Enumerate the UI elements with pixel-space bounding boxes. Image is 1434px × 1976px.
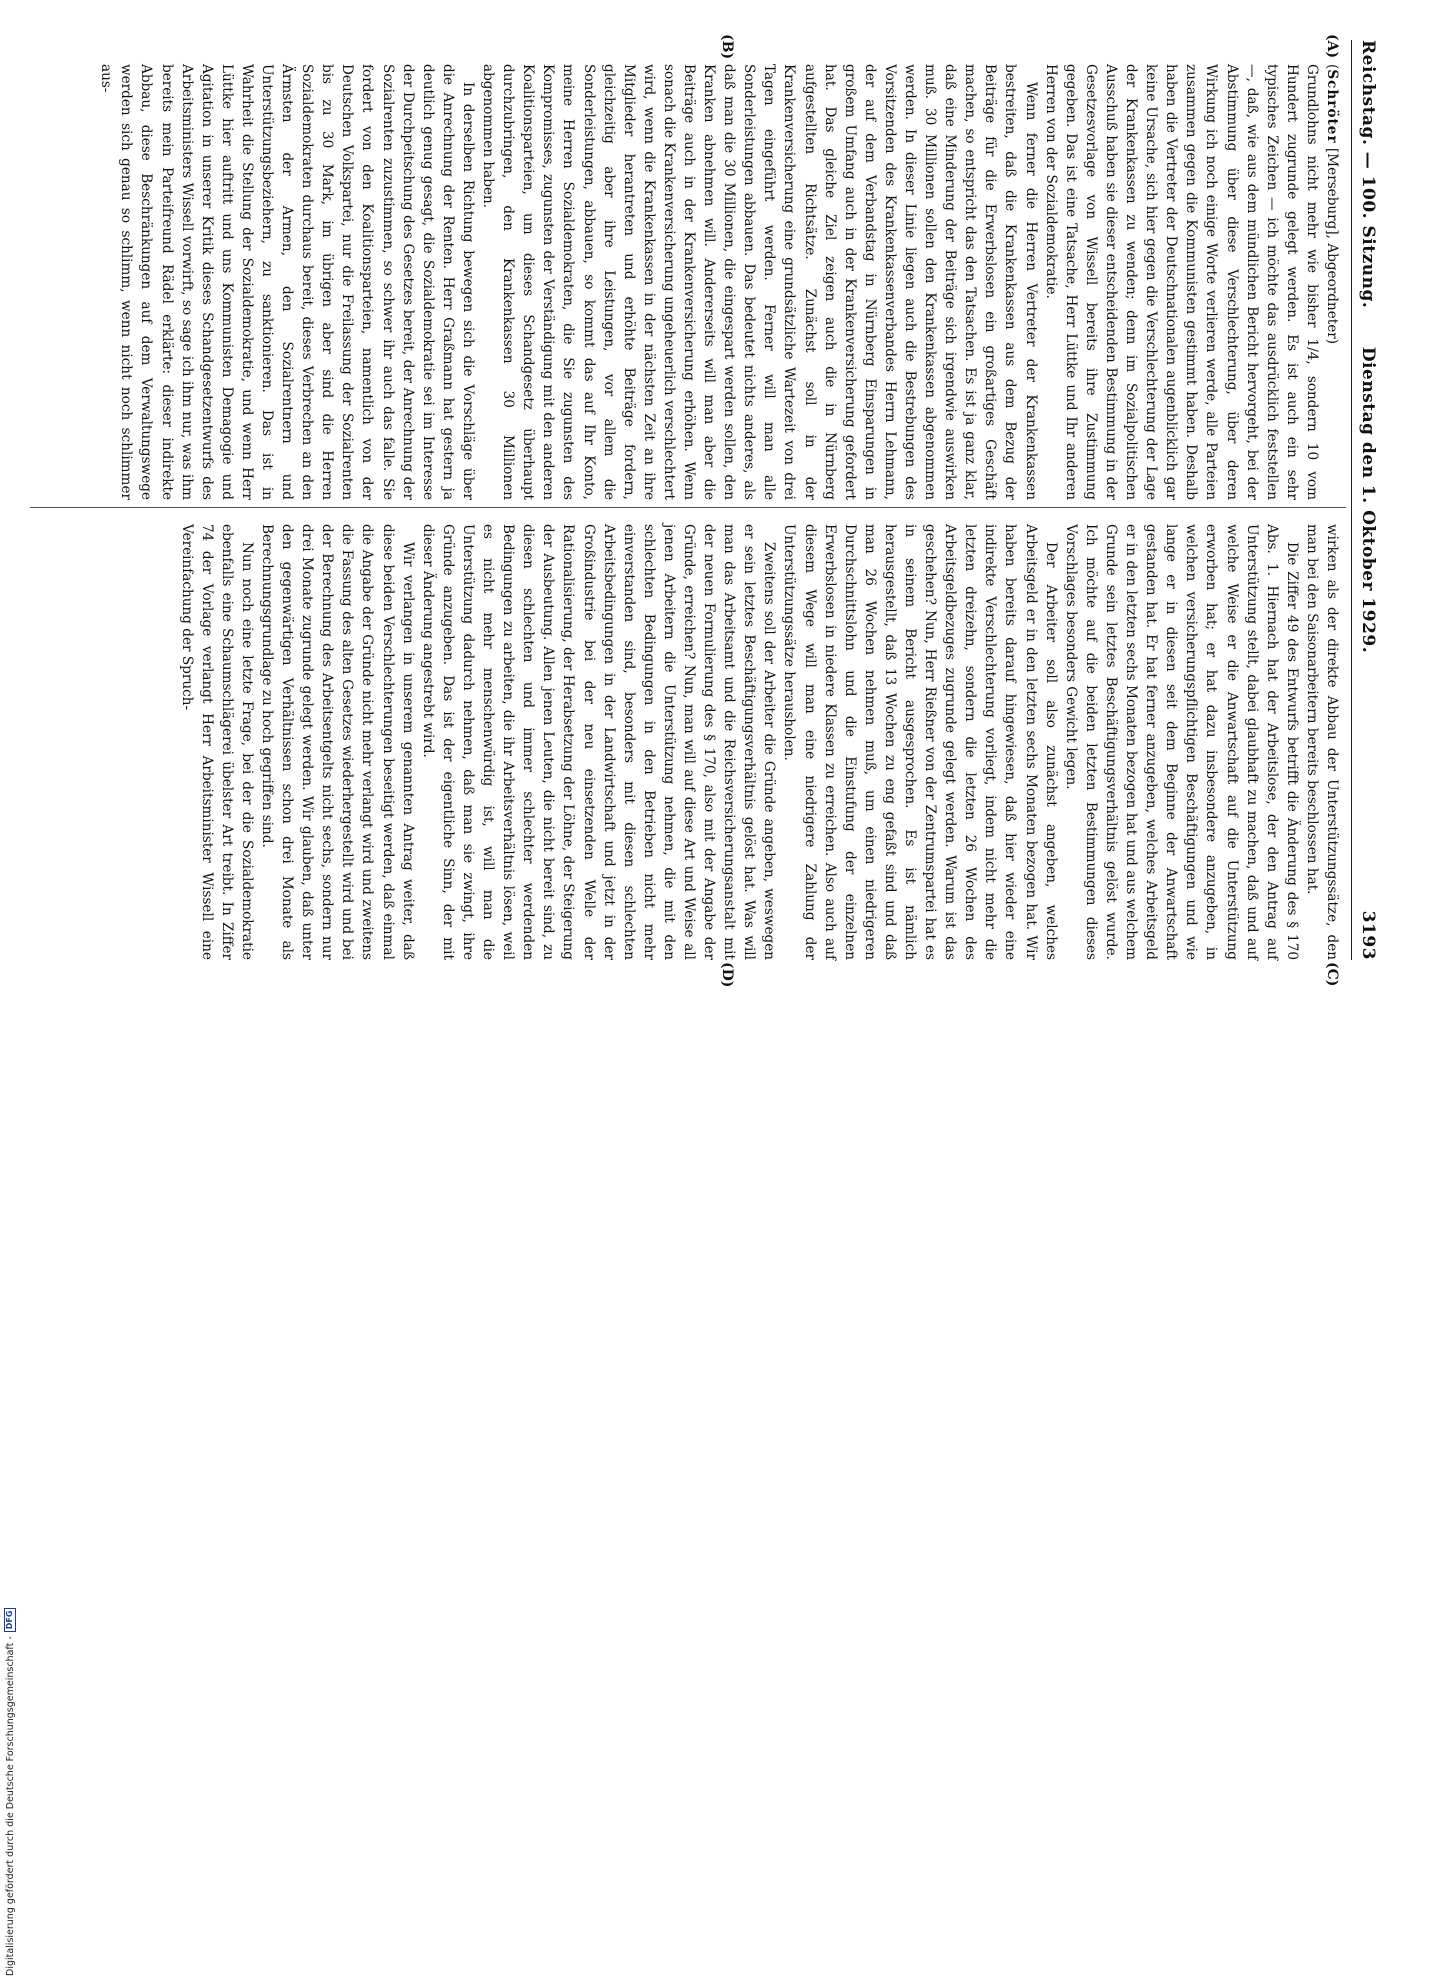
header-date: Dienstag den 1. Oktober 1929. (1358, 346, 1378, 654)
paragraph: Die Ziffer 49 des Entwurfs betrifft die Änderung des § 170 Abs. 1. Hiernach hat der Arbeitslose, der den Antrag auf Unterstützung stellt, dabei glaubhaft zu machen, daß und auf welche Weise er die Anwartschaft auf die Unterstützung erworben hat; er hat dazu insbesondere anzugeben, in welchen versicherungspflichtigen Beschäftigungen und wie lange er in diesen seit dem Beginne der Anwartschaft gestanden hat. Er hat ferner anzugeben, welches Arbeitsgeld er in den letzten sechs Monaten bezogen hat und aus welchem Grunde sein letztes Beschäftigungsverhältnis gelöst wurde. Ich möchte auf die beiden letzten Bestimmungen dieses Vorschlages besonders Gewicht legen. (1062, 524, 1300, 960)
paragraph: Nun noch eine letzte Frage, bei der die Sozialdemokratie ebenfalls eine Schaumschlägerei übelster Art treibt. In Ziffer 74 der Vorlage verlangt Herr Arbeitsminister Wissell eine Vereinfachung der Spruch- (178, 524, 255, 960)
paragraph: In derselben Richtung bewegen sich die Vorschläge über die Anrechnung der Renten. Herr Graßmann hat gestern ja deutlich genug gesagt, die Sozialdemokratie sei im Interesse der Durchpeitschung des Gesetzes bereit, der Anrechnung der Sozialrenten zuzustimmen, so schwer ihr auch das falle. Sie fordert von den Koalitionsparteien, namentlich von der Deutschen Volkspartei, nur die Freilassung der Sozialrenten bis zu 30 Mark, im übrigen aber sind die Herren Sozialdemokraten durchaus bereit, dieses Verbrechen an den Ärmsten der Armen, den Sozialrentnern und Unterstützungsbeziehern, zu sanktionieren. Das ist in Wahrheit die Stellung der Sozialdemokratie, und wenn Herr Lüttke hier auftritt und uns Kommunisten Demagogie und Agitation in unserer Kritik dieses Schandgesetzentwurfs des Arbeitsministers Wissell vorwirft, so sage ich ihm nur, was ihm bereits mein Parteifreund Rädel erklärte: dieser indirekte Abbau, diese Beschränkungen auf dem Verwaltungswege werden sich genau so schlimm, wenn nicht noch schlimmer aus- (98, 64, 476, 500)
digitization-credit-text (4, 986, 16, 1976)
speaker-line: (Schröter [Merseburg], Abgeordneter) (1324, 64, 1340, 345)
left-column (96, 64, 1342, 500)
rotated-page-container (10, 0, 1390, 1000)
digitization-credit (4, 8, 18, 1976)
page-number: 3193 (1358, 910, 1378, 960)
paragraph: Grundlohns nicht mehr wie bisher 1/4, sondern 10 vom Hundert zugrunde gelegt werden. Es ist auch ein sehr typisches Zeichen — ich möchte das ausdrücklich feststellen —, daß, wie aus dem mündlichen Bericht hervorgeht, bei der Abstimmung über diese Verschlechterung, über deren Wirkung ich noch einige Worte verlieren werde, alle Parteien zusammen gegen die Kommunisten gestimmt haben. Deshalb haben die Vertreter der Deutschnationalen augenblicklich gar keine Ursache, sich hier gegen die Verschlechterung der Lage der Krankenkassen zu wenden; denn im Sozialpolitischen Ausschuß haben sie dieser entscheidenden Bestimmung in der Gesetzesvorlage von Wissell bereits ihre Zustimmung gegeben. Das ist eine Tatsache, Herr Lüttke und Ihr anderen Herren von der Sozialdemokratie. (1042, 64, 1320, 500)
paragraph: Der Arbeiter soll also zunächst angeben, welches Arbeitsgeld er in den letzten sechs Monaten bezogen hat. Wir haben bereits darauf hingewiesen, daß hier wieder eine indirekte Verschlechterung vorliegt, indem nicht mehr die letzten dreizehn, sondern die letzten 26 Wochen des Arbeitsgeldbezuges zugrunde gelegt werden. Warum ist das geschehen? Nun, Herr Rießner von der Zentrumspartei hat es in seinem Bericht ausgesprochen. Es ist nämlich herausgestellt, daß 13 Wochen zu eng gefaßt sind und daß man 26 Wochen nehmen muß, um einen niedrigeren Durchschnittslohn und die Einstufung der einzelnen Erwerbslosen in niedere Klassen zu erreichen. Also auch auf diesem Wege will man eine niedrigere Zahlung der Unterstützungssätze herausholen. (781, 524, 1059, 960)
speaker-suffix: [Merseburg], Abgeordneter) (1324, 147, 1340, 345)
header-left: Reichstag. — 100. Sitzung. (1358, 40, 1378, 309)
paragraph: Wenn ferner die Herren Vertreter der Krankenkassen bestreiten, daß die Krankenkassen aus dem Bezug der Beiträge für die Erwerbslosen ein großartiges Geschäft machen, so entspricht das den Tatsachen. Es ist ja ganz klar, daß eine Minderung der Beiträge sich irgendwie auswirken muß. 30 Millionen sollen den Krankenkassen abgenommen werden. In dieser Linie liegen auch die Bestrebungen des Vorsitzenden des Krankenkassenverbandes Herrn Lehmann, der auf dem Verbandstag in Nürnberg Einsparungen in großem Umfang auch in der Krankenversicherung gefordert hat. Das gleiche Ziel zeigen auch die in Nürnberg aufgestellten Richtsätze. Zunächst soll in der Krankenversicherung eine grundsätzliche Wartezeit von drei Tagen eingeführt werden. Ferner will man alle Sonderleistungen abbauen. Das bedeutet nichts anderes, als daß man die 30 Millionen, die eingespart werden sollen, den Kranken abnehmen will. Andererseits will man aber die Beiträge auch in der Krankenversicherung erhöhen. Wenn sonach die Krankenversicherung ungeheuerlich verschlechtert wird, wenn die Krankenkassen in der nächsten Zeit an ihre Mitglieder herantreten und erhöhte Beiträge fordern, gleichzeitig aber ihre Leistungen, vor allem die Sonderleistungen, abbauen, so kommt das auf Ihr Konto, meine Herren Sozialdemokraten, die Sie zugunsten des Kompromisses, zugunsten der Verständigung mit den anderen Koalitionsparteien, um dieses Schandgesetz überhaupt durchzubringen, den Krankenkassen 30 Millionen abgenommen haben. (480, 64, 1039, 500)
dfg-logo: DFG (4, 1608, 16, 1633)
credit-text: Digitalisierung gefördert durch die Deutsche Forschungsgemeinschaft - (4, 1636, 16, 1976)
margin-mark-c: (C) (1324, 962, 1340, 987)
column-divider (30, 507, 1346, 508)
newspaper-page (10, 0, 1390, 1000)
header-rule (1351, 40, 1352, 960)
right-column (177, 524, 1342, 960)
margin-mark-a: (A) (1324, 34, 1340, 59)
paragraph: Wir verlangen in unserem genannten Antrag weiter, daß diese beiden Verschlechterungen beseitigt werden, daß einmal die Angabe der Gründe nicht mehr verlangt wird und zweitens die Fassung des alten Gesetzes wiederhergestellt wird und bei der Berechnung des Arbeitsentgelts nicht sechs, sondern nur drei Monate zugrunde gelegt werden. Wir glauben, daß unter den gegenwärtigen Verhältnissen schon drei Monate als Berechnungsgrundlage zu hoch gegriffen sind. (259, 524, 416, 960)
running-header (1354, 40, 1382, 960)
paragraph: Zweitens soll der Arbeiter die Gründe angeben, weswegen er sein letztes Beschäftigungsverhältnis gelöst hat. Was will man das Arbeitsamt und die Reichsversicherungsanstalt mit der neuen Formulierung des § 170, also mit der Angabe der Gründe, erreichen? Nun, man will auf diese Art und Weise all jenen Arbeitern die Unterstützung nehmen, die mit den schlechten Bedingungen in den Betrieben nicht mehr einverstanden sind, besonders mit diesen schlechten Arbeitsbedingungen in der Landwirtschaft und jetzt in der Großindustrie bei der neu einsetzenden Welle der Rationalisierung, der Herabsetzung der Löhne, der Steigerung der Ausbeutung. Allen jenen Leuten, die nicht bereit sind, zu diesen schlechten und immer schlechter werdenden Bedingungen zu arbeiten, die ihr Arbeitsverhältnis lösen, weil es nicht mehr menschenwürdig ist, will man die Unterstützung dadurch nehmen, daß man sie zwingt, ihre Gründe anzugeben. Das ist der eigentliche Sinn, der mit dieser Änderung angestrebt wird. (419, 524, 778, 960)
paragraph: wirken als der direkte Abbau der Unterstützungssätze, den man bei den Saisonarbeitern bereits beschlossen hat. (1303, 524, 1340, 960)
margin-mark-b: (B) (719, 34, 735, 60)
speaker-name: Schröter (1324, 69, 1340, 144)
margin-mark-d: (D) (719, 962, 735, 988)
